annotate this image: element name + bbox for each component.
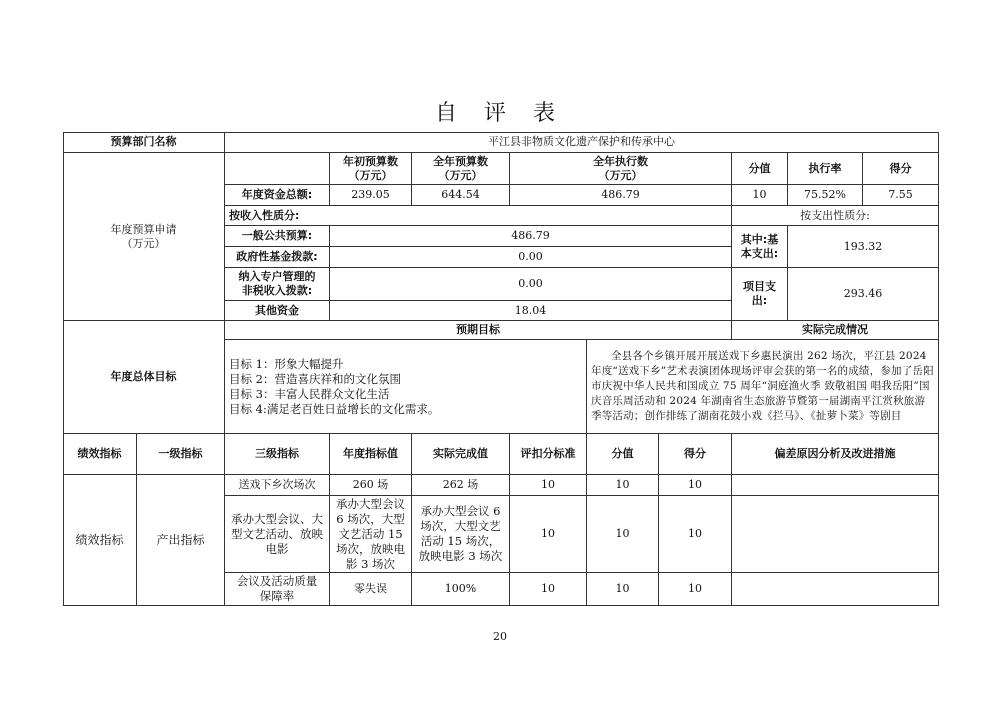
- table-row-2-level3: 承办大型会议、大型文艺活动、放映电影: [225, 496, 330, 573]
- expense-project-value: 293.46: [788, 268, 939, 321]
- table-row-3-value: 10: [587, 573, 659, 606]
- perf-header-level3: 三级指标: [225, 434, 330, 475]
- goals-section-label: 年度总体目标: [63, 321, 225, 434]
- table-row-3-score: 10: [659, 573, 732, 606]
- actual-header: 实际完成情况: [732, 321, 939, 340]
- table-row-3-actual: 100%: [412, 573, 510, 606]
- dept-name: 平江县非物质文化遗产保护和传承中心: [225, 132, 939, 153]
- table-row-2-deduct: 10: [510, 496, 587, 573]
- table-row-2-score: 10: [659, 496, 732, 573]
- perf-header-deduct: 评扣分标准: [510, 434, 587, 475]
- expense-project-label: 项目支 出:: [732, 268, 788, 321]
- income-fund-value: 0.00: [330, 247, 732, 268]
- table-row-2-value: 10: [587, 496, 659, 573]
- table-row-3-level3: 会议及活动质量保障率: [225, 573, 330, 606]
- header-full-year: 全年预算数 （万元）: [412, 153, 510, 185]
- table-row-2-actual: 承办大型会议 6 场次，大型文艺活动 15 场次，放映电影 3 场次: [412, 496, 510, 573]
- total-initial: 239.05: [330, 185, 412, 206]
- table-row-3-reason: [732, 573, 939, 606]
- header-score: 得分: [863, 153, 939, 185]
- perf-header-score: 得分: [659, 434, 732, 475]
- perf-header-indicator: 绩效指标: [63, 434, 137, 475]
- table-row-1-level3: 送戏下乡次场次: [225, 475, 330, 496]
- expense-label: 按支出性质分:: [732, 206, 939, 226]
- table-row-1-deduct: 10: [510, 475, 587, 496]
- income-other-value: 18.04: [330, 301, 732, 321]
- perf-indicator: 绩效指标: [63, 475, 137, 606]
- table-row-2-target: 承办大型会议 6 场次，大型文艺活动 15 场次，放映电影 3 场次: [330, 496, 412, 573]
- perf-header-target: 年度指标值: [330, 434, 412, 475]
- page-title: 自 评 表: [435, 101, 565, 126]
- total-exec-rate: 75.52%: [788, 185, 863, 206]
- goals-text: 目标 1：形象大幅提升 目标 2：营造喜庆祥和的文化氛围 目标 3：丰富人民群众文化生活 目标 4:满足老百姓日益增长的文化需求。: [225, 340, 587, 434]
- total-full-year: 644.54: [412, 185, 510, 206]
- total-score: 7.55: [863, 185, 939, 206]
- perf-header-value: 分值: [587, 434, 659, 475]
- table-row-1-value: 10: [587, 475, 659, 496]
- perf-level1: 产出指标: [137, 475, 225, 606]
- perf-header-actual: 实际完成值: [412, 434, 510, 475]
- table-row-1-score: 10: [659, 475, 732, 496]
- goals-header: 预期目标: [225, 321, 732, 340]
- table-row-1-actual: 262 场: [412, 475, 510, 496]
- actual-text: 全县各个乡镇开展开展送戏下乡惠民演出 262 场次，平江县 2024 年度“送戏下乡”艺术表演团体现场评审会获的第一名的成绩，参加了岳阳市庆祝中华人民共和国成立 75 周年“洞庭渔火季 致敬祖国 唱我岳阳”国庆音乐周活动和 2024 年湖南省生态旅游节暨第一届湖南平江赏秋旅游季等活动；创作排练了湖南花鼓小戏《拦马》、《扯萝卜菜》等剧目: [587, 340, 939, 434]
- table-row-2-reason: [732, 496, 939, 573]
- header-score-value: 分值: [732, 153, 788, 185]
- header-initial: 年初预算数 （万元）: [330, 153, 412, 185]
- income-general-value: 486.79: [330, 226, 732, 247]
- income-fund-label: 政府性基金拨款:: [225, 247, 330, 268]
- expense-basic-value: 193.32: [788, 226, 939, 268]
- budget-section-label: 年度预算申请 （万元）: [63, 153, 225, 321]
- table-row-3-deduct: 10: [510, 573, 587, 606]
- perf-header-reason: 偏差原因分析及改进措施: [732, 434, 939, 475]
- dept-label: 预算部门名称: [63, 132, 225, 153]
- table-row-3-target: 零失误: [330, 573, 412, 606]
- total-label: 年度资金总额:: [225, 185, 330, 206]
- total-score-value: 10: [732, 185, 788, 206]
- income-nontax-value: 0.00: [330, 268, 732, 301]
- income-other-label: 其他资金: [225, 301, 330, 321]
- income-nontax-label: 纳入专户管理的 非税收入拨款:: [225, 268, 330, 301]
- table-row-1-reason: [732, 475, 939, 496]
- header-executed: 全年执行数 （万元）: [510, 153, 732, 185]
- header-exec-rate: 执行率: [788, 153, 863, 185]
- income-label: 按收入性质分:: [225, 206, 732, 226]
- page-number: 20: [493, 630, 507, 643]
- expense-basic-label: 其中:基 本支出:: [732, 226, 788, 268]
- header-blank: [225, 153, 330, 185]
- total-executed: 486.79: [510, 185, 732, 206]
- table-row-1-target: 260 场: [330, 475, 412, 496]
- perf-header-level1: 一级指标: [137, 434, 225, 475]
- income-general-label: 一般公共预算:: [225, 226, 330, 247]
